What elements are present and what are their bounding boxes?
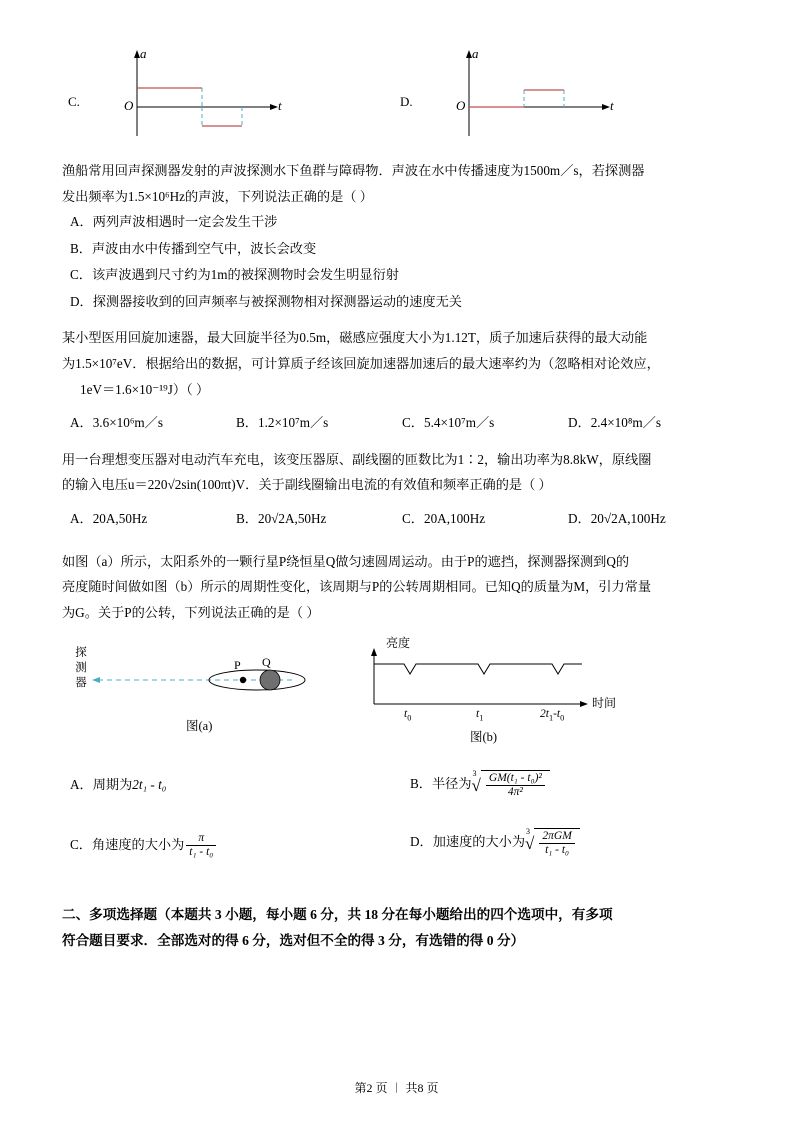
q5-stem-line1: 某小型医用回旋加速器，最大回旋半径为0.5m，磁感应强度大小为1.12T，质子加速后获得的最大动能 bbox=[62, 330, 648, 346]
q7-option-c[interactable]: C．角速度的大小为 $\frac{\pi}{\text{t₁ - t₀}}$ bbox=[70, 832, 218, 859]
q4-option-b[interactable]: B．声波由水中传播到空气中，波长会改变 bbox=[70, 240, 317, 256]
q7-stem-line3: 为G。关于P的公转，下列说法正确的是（ ） bbox=[62, 605, 320, 621]
q4-stem-line1: 渔船常用回声探测器发射的声波探测水下鱼群与障碍物．声波在水中传播速度为1500m／s，若探测器 bbox=[62, 163, 645, 178]
option-d-label: D. bbox=[400, 94, 413, 109]
p-label: P bbox=[234, 657, 241, 672]
question-4 bbox=[62, 158, 734, 315]
q5-option-b[interactable]: B．1.2×10⁷m／s bbox=[236, 415, 329, 431]
q5-stem-line3: 1eV＝1.6×10⁻¹⁹J）（ ） bbox=[80, 381, 210, 397]
time-axis-label: 时间 bbox=[592, 695, 617, 710]
cube-root-icon-2: 3 √ $\frac{\text{2πGM}}{\text{t₁ - t₀}}$ bbox=[525, 828, 580, 857]
detector-label: 探测器 bbox=[75, 646, 87, 689]
cube-root-icon: 3 √ $\frac{\text{GM(t₁ - t₀)²}}{\text{4π²}}$ bbox=[472, 770, 550, 799]
q7-options bbox=[62, 770, 734, 880]
q6-option-b[interactable]: B．20√2A,50Hz bbox=[236, 511, 327, 527]
q7-stem-line1: 如图（a）所示，太阳系外的一颗行星P绕恒星Q做匀速圆周运动。由于P的遮挡，探测器探测到Q的 bbox=[62, 553, 630, 569]
q4-stem-line2: 发出频率为1.5×10⁶Hz的声波，下列说法正确的是（ ） bbox=[62, 188, 373, 204]
q5-stem-line2: 为1.5×10⁷eV．根据给出的数据，可计算质子经该回旋加速器加速后的最大速率约为（忽略相对论效应， bbox=[62, 355, 660, 371]
q7-stem-line2: 亮度随时间做如图（b）所示的周期性变化，该周期与P的公转周期相同。已知Q的质量为M，引力常量 bbox=[62, 579, 652, 595]
tick-label-t0: $t_0$ bbox=[404, 707, 412, 723]
graph-c-origin: O bbox=[124, 98, 134, 113]
q7-option-a[interactable]: A．周期为2t₁ - t₀ bbox=[70, 776, 167, 792]
q4-option-d[interactable]: D．探测器接收到的回声频率与被探测物相对探测器运动的速度无关 bbox=[70, 293, 462, 309]
q6-option-d[interactable]: D．20√2A,100Hz bbox=[568, 511, 666, 527]
q6-options bbox=[70, 506, 734, 532]
q6-option-c[interactable]: C．20A,100Hz bbox=[402, 511, 486, 527]
q5-option-c[interactable]: C．5.4×10⁷m／s bbox=[402, 415, 495, 431]
q6-stem-line2: 的输入电压u＝220√2sin(100πt)V．关于副线圈输出电流的有效值和频率正确的是（ ） bbox=[62, 477, 552, 493]
option-c-label: C. bbox=[68, 94, 80, 109]
figure-7a-caption: 图(a) bbox=[186, 718, 213, 733]
section-heading-line1: 二、多项选择题（本题共 3 小题，每小题 6 分，共 18 分在每小题给出的四个选项中，有多项 bbox=[62, 906, 613, 922]
graph-d-origin: O bbox=[456, 98, 466, 113]
graph-d-axis-a: a bbox=[472, 46, 479, 61]
figure-7a-diagram bbox=[92, 654, 342, 724]
page-content bbox=[62, 36, 734, 955]
q7-option-d[interactable]: D．加速度的大小为 3 √ $\frac{\text{2πGM}}{\text{t₁ - t₀}}$ bbox=[410, 828, 580, 857]
graph-c-axis-a: a bbox=[140, 46, 147, 61]
section-heading bbox=[62, 902, 734, 955]
section-heading-line2: 符合题目要求．全部选对的得 6 分，选对但不全的得 3 分，有选错的得 0 分） bbox=[62, 933, 525, 949]
q4-option-a[interactable]: A．两列声波相遇时一定会发生干涉 bbox=[70, 214, 278, 230]
tick-label-t1: $t_1$ bbox=[476, 707, 484, 723]
q7-option-b[interactable]: B．半径为 3 √ $\frac{\text{GM(t₁ - t₀)²}}{\text{4π²}}$ bbox=[410, 770, 550, 799]
page-footer: 第2 页 ︱ 共8 页 bbox=[354, 1081, 439, 1095]
question-7 bbox=[62, 549, 734, 626]
q-label: Q bbox=[262, 654, 271, 669]
q4-option-c[interactable]: C．该声波遇到尺寸约为1m的被探测物时会发生明显衍射 bbox=[70, 267, 399, 283]
q5-option-a[interactable]: A．3.6×10⁶m／s bbox=[70, 415, 163, 431]
q6-stem-line1: 用一台理想变压器对电动汽车充电，该变压器原、副线圈的匝数比为1∶2，输出功率为8.8kW，原线圈 bbox=[62, 451, 652, 467]
brightness-axis-label: 亮度 bbox=[386, 635, 411, 650]
figure-7 bbox=[62, 632, 734, 752]
graph-c-axis-t: t bbox=[278, 98, 282, 113]
graph-d-axis-t: t bbox=[610, 98, 614, 113]
figure-7b-caption: 图(b) bbox=[470, 729, 498, 744]
question-6 bbox=[62, 447, 734, 533]
top-graphs bbox=[62, 36, 734, 148]
q5-option-d[interactable]: D．2.4×10⁸m／s bbox=[568, 415, 661, 431]
question-5 bbox=[62, 325, 734, 437]
q6-option-a[interactable]: A．20A,50Hz bbox=[70, 511, 148, 527]
q5-options bbox=[70, 410, 734, 436]
tick-label-t2: $2t_1-t_0$ bbox=[540, 707, 565, 723]
